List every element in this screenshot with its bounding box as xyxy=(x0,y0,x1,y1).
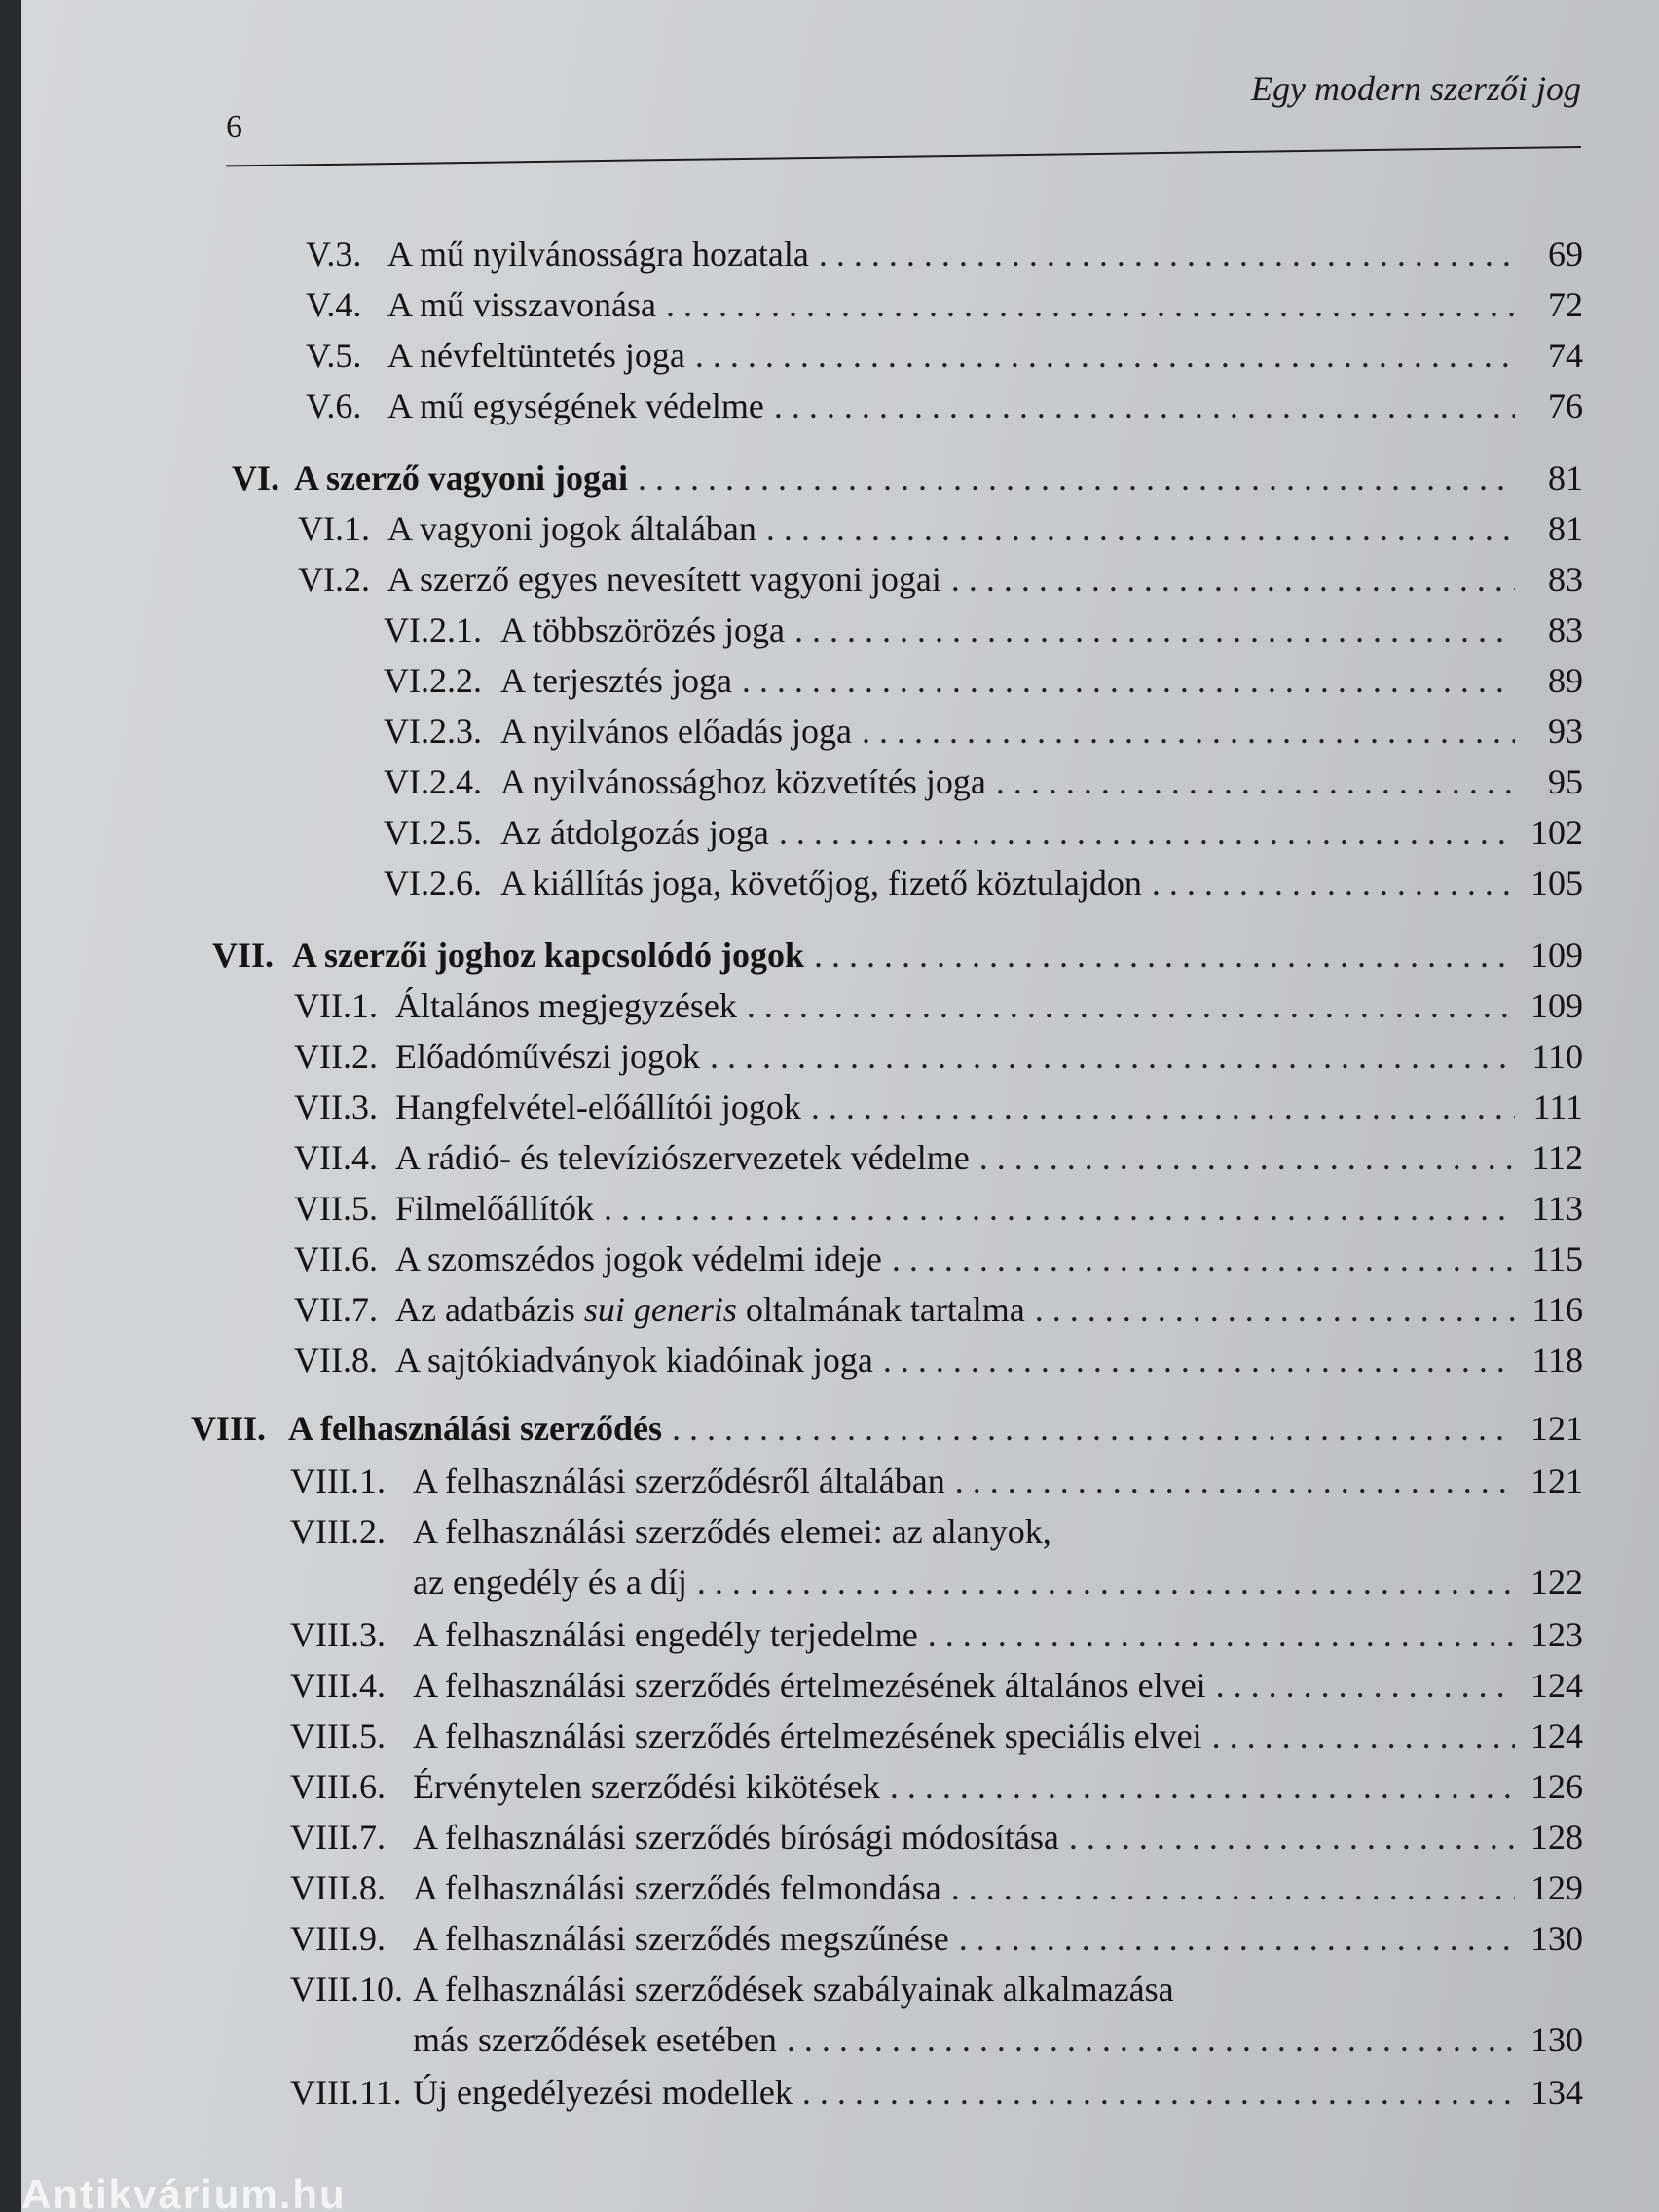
toc-entry-number: V.3. xyxy=(306,235,362,274)
toc-entry-title: A felhasználási engedély terjedelme xyxy=(413,1615,918,1654)
toc-entry-page: 83 xyxy=(1548,560,1583,599)
toc-leader-dots xyxy=(873,1340,1515,1381)
toc-entry-page: 121 xyxy=(1530,1461,1583,1500)
toc-entry-title: A vagyoni jogok általában xyxy=(387,509,756,548)
toc-entry-number: VII.8. xyxy=(294,1341,378,1380)
toc-entry-title: A sajtókiadványok kiadóinak joga xyxy=(395,1341,873,1380)
toc-entry-number: VI.2. xyxy=(298,560,370,599)
toc-entry-page: 115 xyxy=(1531,1239,1583,1278)
toc-entry-title: A felhasználási szerződések szabályainak alkalmazása xyxy=(413,1970,1174,2009)
toc-entry-number: VII.7. xyxy=(294,1290,378,1329)
toc-entry-number: VI.1. xyxy=(298,509,370,548)
toc-leader-dots xyxy=(945,1460,1515,1501)
toc-entry-page: 118 xyxy=(1531,1341,1583,1380)
toc-entry-number: VII.3. xyxy=(294,1088,378,1126)
toc-entry-title: A nyilvánossághoz közvetítés joga xyxy=(500,762,986,801)
toc-entry xyxy=(294,1036,1583,1083)
toc-entry xyxy=(290,1918,1583,1965)
toc-title-part: oltalmának tartalma xyxy=(736,1290,1025,1329)
toc-entry-page: 109 xyxy=(1530,986,1583,1025)
toc-entry-title: A felhasználási szerződés bírósági módosítása xyxy=(413,1818,1059,1857)
toc-entry-title: A nyilvános előadás joga xyxy=(500,712,852,751)
toc-entry xyxy=(384,812,1583,859)
toc-entry-title: A felhasználási szerződés értelmezésének speciális elvei xyxy=(413,1716,1202,1755)
toc-entry-page: 109 xyxy=(1530,936,1583,975)
toc-entry-number: VI.2.3. xyxy=(384,712,482,751)
toc-chapter xyxy=(191,1408,1583,1455)
toc-entry-page: 123 xyxy=(1530,1615,1583,1654)
toc-leader-dots xyxy=(777,2019,1515,2060)
toc-entry xyxy=(290,1614,1583,1661)
toc-entry-title: Előadóművészi jogok xyxy=(395,1037,700,1076)
toc-leader-dots xyxy=(1025,1289,1515,1330)
toc-entry-number: VIII.8. xyxy=(290,1868,386,1907)
toc-entry-number: VIII.6. xyxy=(290,1767,386,1806)
toc-entry-title-cont: az engedély és a díj xyxy=(413,1563,687,1602)
toc-entry xyxy=(384,711,1583,757)
book-page xyxy=(21,0,1659,2212)
toc-leader-dots xyxy=(809,234,1515,275)
toc-entry-page: 111 xyxy=(1532,1088,1583,1126)
toc-entry-number: V.6. xyxy=(306,387,362,425)
toc-entry-title: A többszörözés joga xyxy=(500,610,785,649)
toc-title-italic: sui generis xyxy=(583,1290,737,1329)
toc-entry-continuation xyxy=(413,2019,1583,2066)
toc-entry xyxy=(294,1289,1583,1336)
toc-leader-dots xyxy=(918,1614,1515,1655)
toc-entry xyxy=(384,609,1583,656)
toc-entry-number: VIII.1. xyxy=(290,1461,386,1500)
toc-entry-title: A terjesztés joga xyxy=(500,661,732,700)
toc-entry-number: VIII.5. xyxy=(290,1716,386,1755)
toc-entry xyxy=(290,2072,1583,2119)
toc-leader-dots xyxy=(1142,863,1515,903)
toc-entry xyxy=(294,1087,1583,1133)
toc-entry-page: 95 xyxy=(1548,762,1583,801)
toc-entry-title: A rádió- és televíziószervezetek védelme xyxy=(395,1138,970,1177)
toc-leader-dots xyxy=(880,1766,1515,1807)
toc-entry-title: Az átdolgozás joga xyxy=(500,813,769,852)
toc-entry-page: 128 xyxy=(1530,1818,1583,1857)
toc-entry xyxy=(298,559,1583,606)
toc-leader-dots xyxy=(737,985,1515,1026)
toc-entry-page: 81 xyxy=(1548,509,1583,548)
running-title: Egy modern szerzői jog xyxy=(1251,69,1581,108)
toc-leader-dots xyxy=(687,1562,1515,1603)
toc-entry-page: 113 xyxy=(1531,1189,1583,1228)
toc-leader-dots xyxy=(1059,1817,1515,1858)
toc-entry xyxy=(298,508,1583,555)
toc-leader-dots xyxy=(594,1188,1515,1229)
toc-entry-title: A szerző vagyoni jogai xyxy=(294,459,628,498)
toc-leader-dots xyxy=(949,1918,1515,1959)
toc-entry-page: 112 xyxy=(1531,1138,1583,1177)
toc-entry-number: VI.2.6. xyxy=(384,864,482,903)
toc-entry-number: VI.2.5. xyxy=(384,813,482,852)
toc-entry-title-cont: más szerződések esetében xyxy=(413,2020,777,2059)
toc-entry-number: V.5. xyxy=(306,336,362,375)
toc-entry-title: A felhasználási szerződés megszűnése xyxy=(413,1919,949,1958)
toc-entry-page: 124 xyxy=(1530,1716,1583,1755)
toc-entry-page: 89 xyxy=(1548,661,1583,700)
toc-leader-dots xyxy=(1206,1665,1515,1706)
toc-entry-number: VI.2.2. xyxy=(384,661,482,700)
toc-entry-number: VIII.2. xyxy=(290,1512,386,1551)
toc-entry-continuation xyxy=(413,1562,1583,1608)
toc-leader-dots xyxy=(656,284,1515,325)
toc-entry-number: VII. xyxy=(212,936,275,975)
toc-entry-page: 83 xyxy=(1548,610,1583,649)
toc-entry-number: VIII. xyxy=(191,1409,267,1448)
toc-chapter xyxy=(212,935,1583,981)
toc-entry-page: 74 xyxy=(1548,336,1583,375)
toc-leader-dots xyxy=(970,1137,1515,1178)
toc-entry xyxy=(290,1766,1583,1813)
toc-entry-number: VII.6. xyxy=(294,1239,378,1278)
toc-entry-page: 69 xyxy=(1548,235,1583,274)
toc-entry xyxy=(294,985,1583,1032)
toc-entry-number: VII.1. xyxy=(294,986,378,1025)
toc-entry-title: Érvénytelen szerződési kikötések xyxy=(413,1767,880,1806)
toc-leader-dots xyxy=(732,660,1515,701)
toc-entry-title: A szomszédos jogok védelmi ideje xyxy=(395,1239,882,1278)
toc-leader-dots xyxy=(1202,1715,1515,1756)
toc-entry-number: VI.2.4. xyxy=(384,762,482,801)
toc-leader-dots xyxy=(801,1087,1515,1127)
toc-entry-title: A felhasználási szerződés értelmezésének általános elvei xyxy=(413,1666,1206,1705)
toc-leader-dots xyxy=(662,1408,1515,1449)
toc-entry xyxy=(294,1137,1583,1184)
toc-entry-page: 110 xyxy=(1531,1037,1583,1076)
toc-entry-title: A felhasználási szerződés xyxy=(288,1409,662,1448)
toc-entry xyxy=(290,1460,1583,1507)
toc-entry-title: A felhasználási szerződés elemei: az alanyok, xyxy=(413,1512,1051,1551)
toc-entry-number: VIII.4. xyxy=(290,1666,386,1705)
toc-entry-title: A szerzői joghoz kapcsolódó jogok xyxy=(292,936,804,975)
toc-leader-dots xyxy=(882,1238,1515,1279)
toc-entry-title: Hangfelvétel-előállítói jogok xyxy=(395,1088,801,1126)
toc-entry-number: VI. xyxy=(232,459,280,498)
toc-entry-number: VII.4. xyxy=(294,1138,378,1177)
toc-entry-title: Új engedélyezési modellek xyxy=(413,2073,793,2112)
toc-entry-page: 134 xyxy=(1530,2073,1583,2112)
toc-entry xyxy=(294,1238,1583,1285)
toc-entry xyxy=(306,284,1583,331)
toc-entry-title: A szerző egyes nevesített vagyoni jogai xyxy=(387,560,941,599)
toc-leader-dots xyxy=(941,1867,1515,1908)
toc-entry-title: A mű egységének védelme xyxy=(387,387,764,425)
toc-entry-page: 72 xyxy=(1548,285,1583,324)
toc-entry-number: V.4. xyxy=(306,285,362,324)
toc-title-part: Az adatbázis xyxy=(395,1290,584,1329)
toc-entry-number: VI.2.1. xyxy=(384,610,482,649)
toc-entry-page: 76 xyxy=(1548,387,1583,425)
toc-leader-dots xyxy=(804,935,1515,976)
toc-entry xyxy=(294,1340,1583,1386)
toc-entry xyxy=(290,1665,1583,1712)
toc-entry-title: A névfeltüntetés joga xyxy=(387,336,685,375)
toc-entry xyxy=(384,863,1583,909)
toc-entry-title xyxy=(395,1289,1025,1330)
toc-entry-page: 102 xyxy=(1530,813,1583,852)
toc-entry-title: A felhasználási szerződés felmondása xyxy=(413,1868,941,1907)
toc-entry xyxy=(384,761,1583,808)
toc-leader-dots xyxy=(628,458,1515,498)
toc-entry-title: A kiállítás joga, követőjog, fizető köztulajdon xyxy=(500,864,1142,903)
toc-leader-dots xyxy=(986,761,1515,802)
table-of-contents xyxy=(21,0,1659,2212)
toc-entry xyxy=(294,1188,1583,1235)
toc-leader-dots xyxy=(793,2072,1515,2113)
toc-entry-page: 116 xyxy=(1531,1290,1583,1329)
toc-entry-title: Filmelőállítók xyxy=(395,1189,594,1228)
watermark: Antikvárium.hu xyxy=(21,2171,347,2212)
toc-entry-number: VIII.10. xyxy=(290,1970,403,2009)
toc-entry-page: 130 xyxy=(1530,1919,1583,1958)
toc-entry xyxy=(306,335,1583,382)
toc-entry-number: VII.5. xyxy=(294,1189,378,1228)
toc-entry xyxy=(290,1817,1583,1863)
toc-entry-page: 130 xyxy=(1530,2020,1583,2059)
toc-entry-title: Általános megjegyzések xyxy=(395,986,737,1025)
toc-leader-dots xyxy=(685,335,1515,376)
toc-entry xyxy=(384,660,1583,707)
toc-leader-dots xyxy=(852,711,1515,752)
toc-entry-page: 126 xyxy=(1530,1767,1583,1806)
toc-entry xyxy=(306,234,1583,280)
toc-leader-dots xyxy=(700,1036,1515,1077)
toc-leader-dots xyxy=(941,559,1515,600)
toc-entry-title: A mű nyilvánosságra hozatala xyxy=(387,235,809,274)
toc-leader-dots xyxy=(764,386,1515,426)
toc-entry-number: VIII.7. xyxy=(290,1818,386,1857)
toc-entry-title: A felhasználási szerződésről általában xyxy=(413,1461,945,1500)
toc-leader-dots xyxy=(785,609,1515,650)
page-number: 6 xyxy=(226,109,242,145)
toc-entry-number: VIII.9. xyxy=(290,1919,386,1958)
toc-entry-page: 129 xyxy=(1530,1868,1583,1907)
toc-entry-number: VIII.3. xyxy=(290,1615,386,1654)
toc-entry xyxy=(290,1969,1458,2015)
toc-entry-page: 124 xyxy=(1530,1666,1583,1705)
toc-entry-number: VIII.11. xyxy=(290,2073,402,2112)
toc-entry-page: 81 xyxy=(1548,459,1583,498)
toc-entry-number: VII.2. xyxy=(294,1037,378,1076)
toc-entry-page: 93 xyxy=(1548,712,1583,751)
toc-entry-page: 121 xyxy=(1530,1409,1583,1448)
toc-entry xyxy=(306,386,1583,432)
toc-entry xyxy=(290,1511,1361,1558)
toc-leader-dots xyxy=(769,812,1515,853)
toc-entry xyxy=(290,1715,1583,1762)
toc-leader-dots xyxy=(756,508,1515,549)
toc-chapter xyxy=(232,458,1583,504)
toc-entry xyxy=(290,1867,1583,1914)
toc-entry-page: 105 xyxy=(1530,864,1583,903)
toc-entry-page: 122 xyxy=(1530,1563,1583,1602)
toc-entry-title: A mű visszavonása xyxy=(387,285,656,324)
